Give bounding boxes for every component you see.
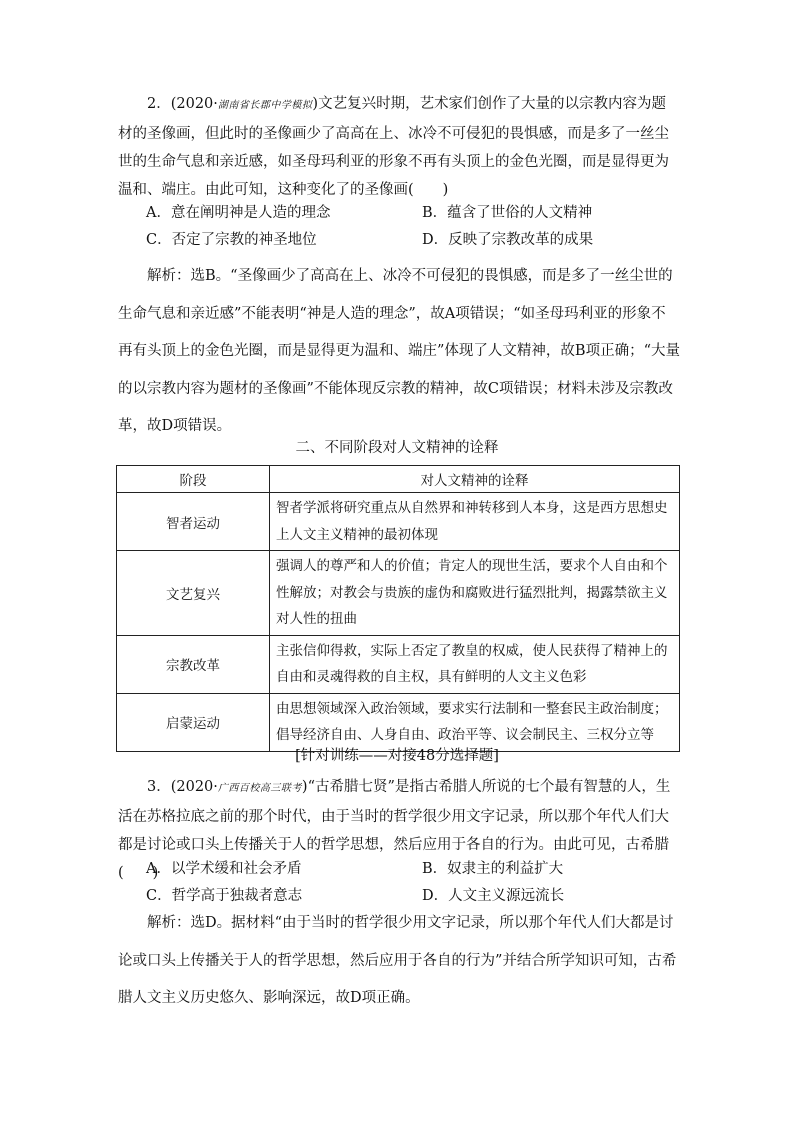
stage-cell: 启蒙运动 bbox=[117, 693, 270, 751]
question-2-number: 2．(2020· bbox=[147, 96, 218, 112]
q3-option-d: D．人文主义源远流长 bbox=[422, 888, 565, 904]
interpretation-cell: 主张信仰得救，实际上否定了教皇的权威，使人民获得了精神上的自由和灵魂得救的自主权，具有鲜明的人文主义色彩 bbox=[270, 635, 680, 693]
question-3-source: 广西百校高三联考 bbox=[217, 783, 302, 794]
q3-option-a: A．以学术缓和社会矛盾 bbox=[146, 861, 302, 877]
q2-option-c: C．否定了宗教的神圣地位 bbox=[146, 232, 317, 248]
table-row bbox=[117, 635, 680, 693]
section-title: 二、不同阶段对人文精神的诠释 bbox=[295, 440, 499, 456]
q2-option-d: D．反映了宗教改革的成果 bbox=[422, 232, 594, 248]
interpretation-table bbox=[116, 465, 680, 752]
stage-cell: 宗教改革 bbox=[117, 635, 270, 693]
q2-option-b: B．蕴含了世俗的人文精神 bbox=[422, 205, 593, 221]
q3-option-b: B．奴隶主的利益扩大 bbox=[422, 861, 564, 877]
question-3-text: )“古希腊七贤”是指古希腊人所说的七个最有智慧的人，生活在苏格拉底之前的那个时代，由于当时的哲学很少用文字记录，所以那个年代人们大都是讨论或口头上传播关于人的哲学思想，然后应用于各自的行为。由此可见，古希腊( ) bbox=[118, 779, 671, 881]
question-3-analysis: 解析：选D。据材料“由于当时的哲学很少用文字记录，所以那个年代人们大都是讨论或口头上传播关于人的哲学思想，然后应用于各自的行为”并结合所学知识可知，古希腊人文主义历史悠久、影响深远，故D项正确。 bbox=[118, 915, 677, 1006]
header-interpretation: 对人文精神的诠释 bbox=[270, 466, 680, 493]
table-row bbox=[117, 693, 680, 751]
question-2-source: 湖南省长郡中学模拟 bbox=[217, 100, 313, 111]
q3-option-c: C．哲学高于独裁者意志 bbox=[146, 888, 303, 904]
stage-cell: 智者运动 bbox=[117, 493, 270, 551]
question-2-options bbox=[146, 200, 686, 254]
question-2-stem bbox=[118, 90, 680, 204]
table-row bbox=[117, 551, 680, 636]
table-header-row bbox=[117, 466, 680, 493]
interpretation-cell: 由思想领域深入政治领域，要求实行法制和一整套民主政治制度；倡导经济自由、人身自由、政治平等、议会制民主、三权分立等 bbox=[270, 693, 680, 751]
question-2-text: )文艺复兴时期，艺术家们创作了大量的以宗教内容为题材的圣像画，但此时的圣像画少了高高在上、冰冷不可侵犯的畏惧感，而是多了一丝尘世的生命气息和亲近感，如圣母玛利亚的形象不再有头顶上的金色光圈，而是显得更为温和、端庄。由此可知，这种变化了的圣像画( ) bbox=[118, 96, 669, 198]
training-label: [针对训练——对接48分选择题] bbox=[295, 748, 499, 764]
interpretation-cell: 智者学派将研究重点从自然界和神转移到人本身，这是西方思想史上人文主义精神的最初体现 bbox=[270, 493, 680, 551]
question-3-options bbox=[146, 856, 686, 910]
question-3-number: 3．(2020· bbox=[147, 779, 218, 795]
interpretation-cell: 强调人的尊严和人的价值；肯定人的现世生活，要求个人自由和个性解放；对教会与贵族的虚伪和腐败进行猛烈批判，揭露禁欲主义对人性的扭曲 bbox=[270, 551, 680, 636]
table-row bbox=[117, 493, 680, 551]
q2-option-a: A．意在阐明神是人造的理念 bbox=[146, 205, 331, 221]
header-stage: 阶段 bbox=[117, 466, 270, 493]
question-2-analysis: 解析：选B。“圣像画少了高高在上、冰冷不可侵犯的畏惧感，而是多了一丝尘世的生命气息和亲近感”不能表明“神是人造的理念”，故A项错误；“如圣母玛利亚的形象不再有头顶上的金色光圈，而是显得更为温和、端庄”体现了人文精神，故B项正确；“大量的以宗教内容为题材的圣像画”不能体现反宗教的精神，故C项错误；材料未涉及宗教改革，故D项错误。 bbox=[118, 268, 680, 434]
stage-cell: 文艺复兴 bbox=[117, 551, 270, 636]
